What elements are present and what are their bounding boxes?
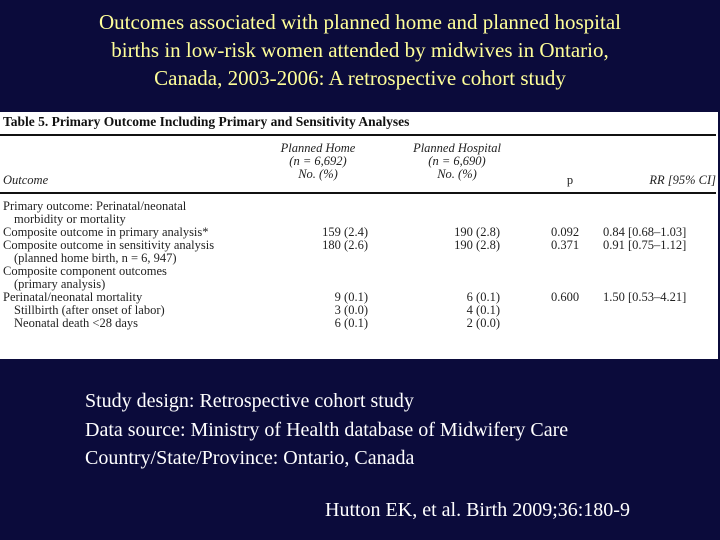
cell-home: 159 (2.4) [322, 225, 368, 239]
header-planned-home [258, 142, 378, 181]
cell-p: 0.600 [551, 290, 580, 304]
title-line-1: Outcomes associated with planned home and planned hospital [99, 10, 621, 34]
cell-outcome: (primary analysis) [14, 277, 106, 291]
table-rule-top [0, 134, 716, 136]
header-hospital-n: (n = 6,690) [428, 154, 486, 168]
cell-hospital: 190 (2.8) [454, 225, 500, 239]
header-home-label: Planned Home [280, 141, 356, 155]
cell-rr: 0.84 [0.68–1.03] [603, 225, 687, 239]
cell-outcome: (planned home birth, n = 6, 947) [14, 251, 177, 265]
cell-p: 0.092 [551, 225, 580, 239]
cell-outcome: Composite component outcomes [3, 264, 167, 278]
cell-p: 0.371 [551, 238, 580, 252]
cell-rr: 1.50 [0.53–4.21] [603, 290, 687, 304]
cell-rr: 0.91 [0.75–1.12] [603, 238, 687, 252]
title-line-2: births in low-risk women attended by midwives in Ontario, [111, 38, 609, 62]
cell-hospital: 190 (2.8) [454, 238, 500, 252]
cell-outcome: Composite outcome in primary analysis* [3, 225, 209, 239]
results-table [0, 112, 718, 359]
cell-hospital: 4 (0.1) [466, 303, 500, 317]
study-info [85, 387, 568, 473]
header-rr: RR [95% CI] [649, 173, 716, 187]
cell-hospital: 2 (0.0) [466, 316, 500, 330]
cell-outcome: Primary outcome: Perinatal/neonatal [3, 199, 187, 213]
header-home-unit: No. (%) [298, 167, 338, 181]
citation: Hutton EK, et al. Birth 2009;36:180-9 [325, 499, 630, 521]
header-planned-hospital [392, 142, 522, 181]
study-design: Study design: Retrospective cohort study [85, 390, 414, 412]
cell-outcome: Perinatal/neonatal mortality [3, 290, 143, 304]
header-home-n: (n = 6,692) [289, 154, 347, 168]
cell-outcome: Composite outcome in sensitivity analysis [3, 238, 215, 252]
cell-home: 3 (0.0) [334, 303, 368, 317]
location: Country/State/Province: Ontario, Canada [85, 447, 415, 469]
header-hospital-unit: No. (%) [437, 167, 477, 181]
header-p: p [566, 173, 574, 187]
cell-home: 9 (0.1) [334, 290, 368, 304]
table-row [0, 317, 718, 330]
header-hospital-label: Planned Hospital [413, 141, 501, 155]
slide-title [0, 8, 720, 92]
cell-outcome: Neonatal death <28 days [14, 316, 139, 330]
cell-outcome: Stillbirth (after onset of labor) [14, 303, 165, 317]
header-outcome: Outcome [3, 173, 49, 187]
title-line-3: Canada, 2003-2006: A retrospective cohort study [154, 66, 566, 90]
table-body [0, 200, 718, 330]
table-rule-header [0, 192, 716, 194]
cell-outcome: morbidity or mortality [14, 212, 126, 226]
table-caption: Table 5. Primary Outcome Including Primary and Sensitivity Analyses [3, 114, 410, 129]
cell-home: 6 (0.1) [334, 316, 368, 330]
cell-hospital: 6 (0.1) [466, 290, 500, 304]
cell-home: 180 (2.6) [322, 238, 368, 252]
data-source: Data source: Ministry of Health database of Midwifery Care [85, 418, 569, 441]
table-row [0, 265, 718, 278]
